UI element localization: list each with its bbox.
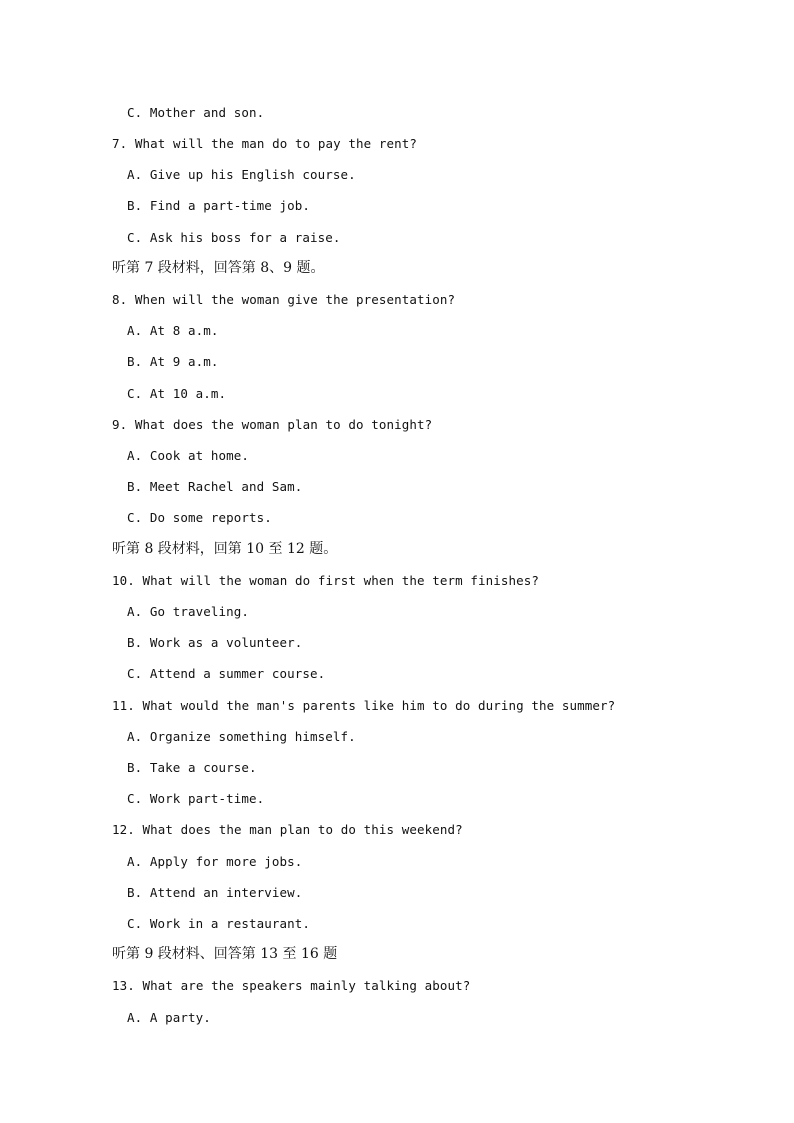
q9-option-a: A. Cook at home. [127, 448, 250, 463]
q11-option-b: B. Take a course. [127, 760, 257, 775]
q11-option-a: A. Organize something himself. [127, 729, 356, 744]
question-12: 12. What does the man plan to do this weekend? [112, 822, 463, 837]
q8-option-a: A. At 8 a.m. [127, 323, 219, 338]
q6-option-c: C. Mother and son. [127, 105, 265, 120]
q8-option-b: B. At 9 a.m. [127, 354, 219, 369]
q10-option-b: B. Work as a volunteer. [127, 635, 303, 650]
question-9: 9. What does the woman plan to do tonight? [112, 417, 433, 432]
q10-option-c: C. Attend a summer course. [127, 666, 326, 681]
q7-option-c: C. Ask his boss for a raise. [127, 230, 341, 245]
q11-option-c: C. Work part-time. [127, 791, 265, 806]
section-heading-7: 听第 7 段材料，回答第 8、9 题。 [112, 260, 325, 276]
question-7: 7. What will the man do to pay the rent? [112, 136, 418, 151]
q12-option-c: C. Work in a restaurant. [127, 916, 311, 931]
q9-option-c: C. Do some reports. [127, 510, 272, 525]
question-11: 11. What would the man's parents like him to do during the summer? [112, 698, 616, 713]
q8-option-c: C. At 10 a.m. [127, 386, 227, 401]
q9-option-b: B. Meet Rachel and Sam. [127, 479, 303, 494]
q7-option-b: B. Find a part-time job. [127, 198, 311, 213]
q13-option-a: A. A party. [127, 1010, 211, 1025]
q10-option-a: A. Go traveling. [127, 604, 250, 619]
section-heading-8: 听第 8 段材料，回第 10 至 12 题。 [112, 541, 338, 557]
q12-option-a: A. Apply for more jobs. [127, 854, 303, 869]
q7-option-a: A. Give up his English course. [127, 167, 356, 182]
question-10: 10. What will the woman do first when the term finishes? [112, 573, 540, 588]
question-13: 13. What are the speakers mainly talking about? [112, 978, 471, 993]
section-heading-9: 听第 9 段材料、回答第 13 至 16 题 [112, 946, 338, 962]
q12-option-b: B. Attend an interview. [127, 885, 303, 900]
question-8: 8. When will the woman give the presentation? [112, 292, 456, 307]
